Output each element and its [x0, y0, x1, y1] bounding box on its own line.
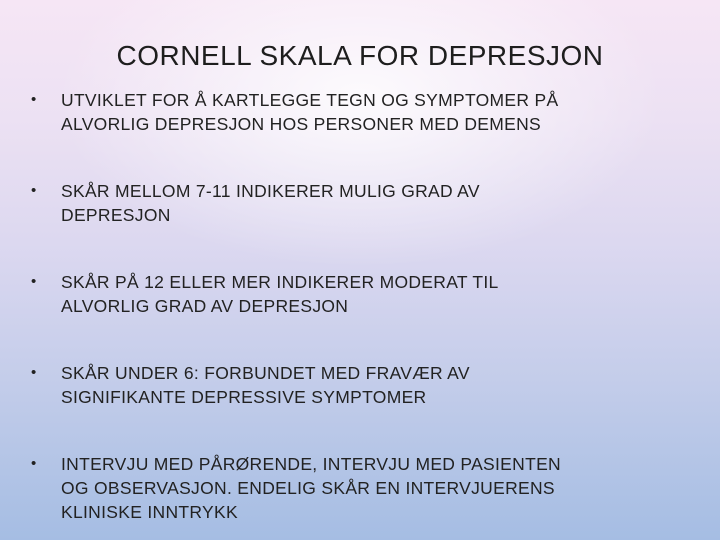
bullet-list — [26, 88, 646, 524]
bullet-icon: • — [31, 455, 37, 472]
bullet-item — [26, 270, 646, 318]
bullet-line: INTERVJU MED PÅRØRENDE, INTERVJU MED PASIENTEN — [61, 454, 561, 474]
bullet-item — [26, 452, 646, 524]
bullet-icon: • — [31, 364, 37, 381]
bullet-line: KLINISKE INNTRYKK — [61, 502, 238, 522]
bullet-line: SKÅR MELLOM 7-11 INDIKERER MULIG GRAD AV — [61, 181, 480, 201]
bullet-item — [26, 179, 646, 227]
bullet-item — [26, 88, 646, 136]
bullet-line: OG OBSERVASJON. ENDELIG SKÅR EN INTERVJUERENS — [61, 478, 555, 498]
bullet-line: DEPRESJON — [61, 205, 171, 225]
bullet-item — [26, 361, 646, 409]
bullet-line: ALVORLIG DEPRESJON HOS PERSONER MED DEMENS — [61, 114, 542, 134]
bullet-line: ALVORLIG GRAD AV DEPRESJON — [61, 296, 349, 316]
bullet-icon: • — [31, 273, 37, 290]
bullet-line: SIGNIFIKANTE DEPRESSIVE SYMPTOMER — [61, 387, 427, 407]
bullet-line: SKÅR UNDER 6: FORBUNDET MED FRAVÆR AV — [61, 363, 470, 383]
bullet-icon: • — [31, 182, 37, 199]
slide-title: CORNELL SKALA FOR DEPRESJON — [116, 40, 604, 71]
bullet-icon: • — [31, 91, 37, 108]
bullet-line: SKÅR PÅ 12 ELLER MER INDIKERER MODERAT TIL — [61, 272, 499, 292]
bullet-line: UTVIKLET FOR Å KARTLEGGE TEGN OG SYMPTOMER PÅ — [61, 90, 559, 110]
